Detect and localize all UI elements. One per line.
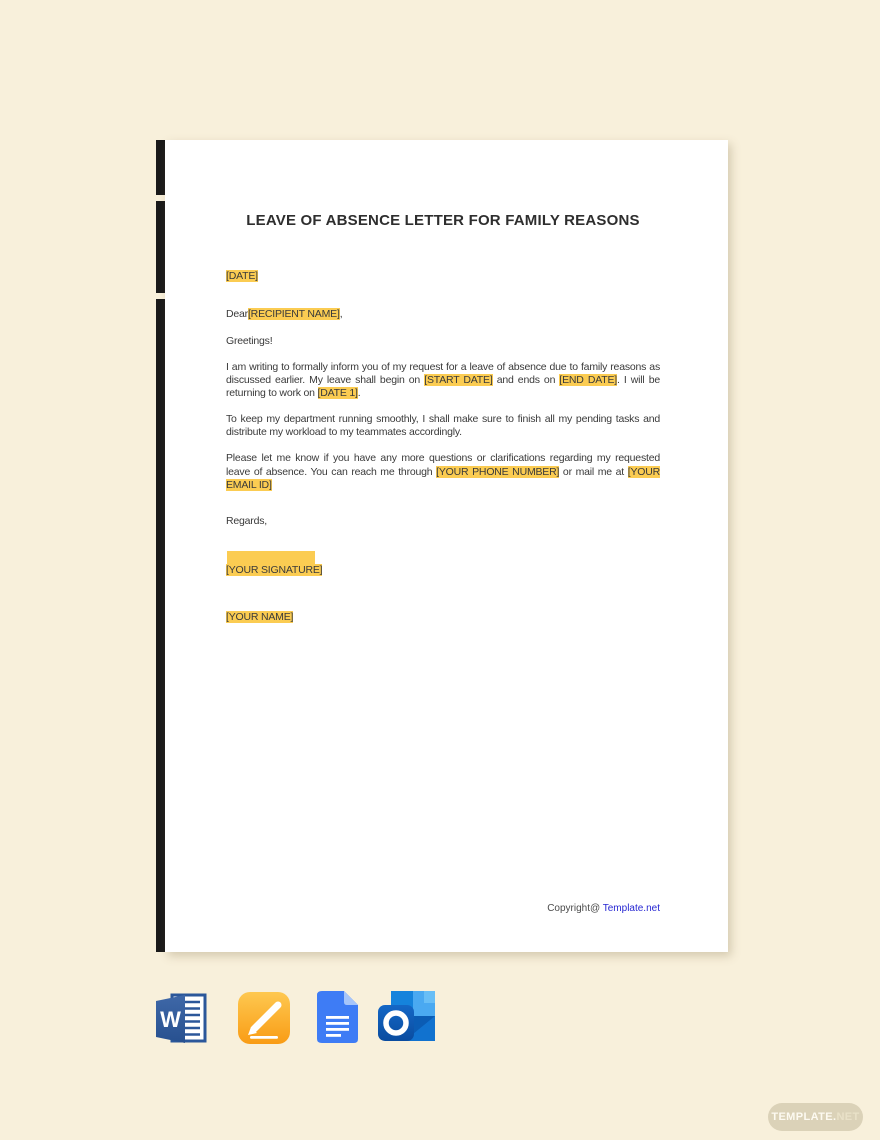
text-run: I am writing to formally inform you of my request for a leave of absence due to family reasons as discussed earlier. My leave shall begin on bbox=[226, 360, 660, 387]
placeholder-token: [DATE 1] bbox=[317, 387, 358, 400]
microsoft-word-icon[interactable] bbox=[155, 992, 207, 1046]
text-run: Please let me know if you have any more questions or clarifications regarding my requested leave of absence. You can reach me through bbox=[226, 452, 660, 478]
body-paragraph-2 bbox=[226, 413, 660, 440]
microsoft-outlook-icon[interactable] bbox=[378, 989, 437, 1046]
closing-line: Regards, bbox=[226, 515, 268, 528]
body-paragraph-3 bbox=[226, 452, 660, 492]
salutation-line bbox=[226, 308, 660, 321]
placeholder-token: [END DATE] bbox=[559, 374, 617, 387]
placeholder-token: [YOUR SIGNATURE] bbox=[226, 563, 323, 576]
copyright-line bbox=[547, 903, 660, 914]
name-placeholder bbox=[226, 611, 660, 624]
text-run: . I will be returning to work on bbox=[226, 374, 660, 400]
placeholder-token: [RECIPIENT NAME] bbox=[247, 308, 340, 321]
page-spine-segment bbox=[156, 299, 165, 952]
apple-pages-icon[interactable] bbox=[238, 992, 290, 1044]
text-run: . bbox=[357, 387, 361, 400]
text-run: or mail me at bbox=[559, 465, 628, 478]
svg-text:W: W bbox=[160, 1007, 181, 1032]
greeting-line: Greetings! bbox=[226, 334, 273, 347]
text-run: Dear bbox=[226, 308, 248, 321]
placeholder-token: [YOUR PHONE NUMBER] bbox=[436, 465, 560, 478]
letter-page bbox=[165, 140, 728, 952]
template-net-link[interactable]: Template.net bbox=[602, 903, 660, 914]
copyright-text: Copyright@ bbox=[547, 903, 603, 914]
template-net-watermark bbox=[768, 1103, 863, 1131]
page-spine-segment bbox=[156, 201, 165, 293]
placeholder-token: [YOUR EMAIL ID] bbox=[226, 465, 661, 491]
text-run: To keep my department running smoothly, I shall make sure to finish all my pending tasks and distribute my workload to my teammates accordingly. bbox=[226, 412, 660, 439]
signature-highlight-space bbox=[227, 551, 315, 564]
watermark-text-light: NET bbox=[836, 1111, 860, 1123]
date-line bbox=[226, 270, 660, 283]
placeholder-token: [START DATE] bbox=[424, 374, 493, 387]
signature-placeholder bbox=[226, 564, 660, 577]
text-run: , bbox=[339, 308, 343, 321]
page-spine-segment bbox=[156, 140, 165, 195]
placeholder-token: [YOUR NAME] bbox=[226, 610, 294, 623]
placeholder-token: [DATE] bbox=[226, 270, 258, 282]
google-docs-icon[interactable] bbox=[316, 990, 359, 1044]
letter-title: LEAVE OF ABSENCE LETTER FOR FAMILY REASONS bbox=[246, 212, 640, 229]
text-run: and ends on bbox=[492, 374, 560, 387]
watermark-text-bold: TEMPLATE. bbox=[771, 1111, 837, 1123]
body-paragraph-1 bbox=[226, 361, 660, 401]
